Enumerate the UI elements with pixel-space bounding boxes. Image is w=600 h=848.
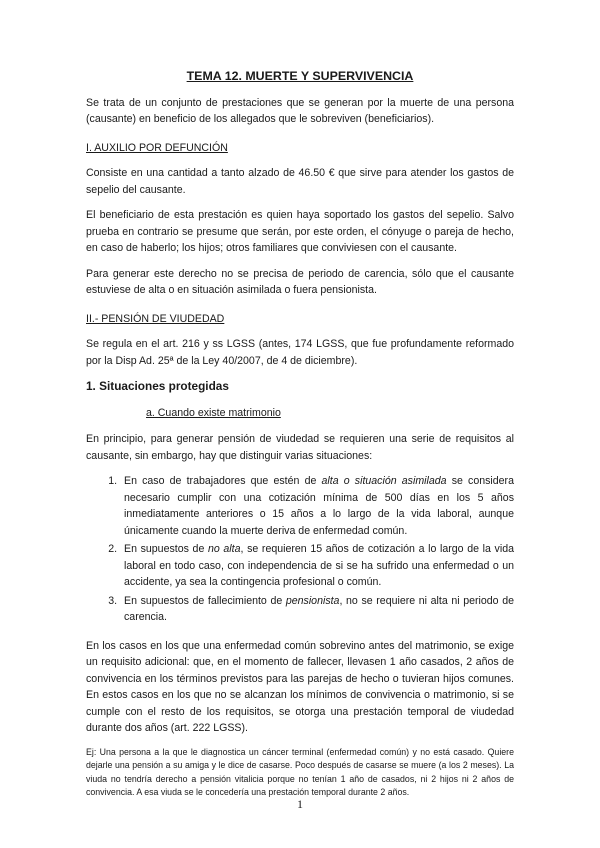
paragraph-auxilio-1: Consiste en una cantidad a tanto alzado de 46.50 € que sirve para atender los gastos de sepelio del causante. (86, 167, 514, 196)
intro-paragraph: Se trata de un conjunto de prestaciones que se generan por la muerte de una persona (causante) en beneficio de los allegados que le sobreviven (beneficiarios). (86, 96, 514, 125)
list-item: 3. En supuestos de fallecimiento de pensionista, no se requiere ni alta ni periodo de carencia. (120, 593, 514, 626)
section-heading-viudedad: II.- PENSIÓN DE VIUDEDAD (86, 312, 225, 325)
section-heading-auxilio: I. AUXILIO POR DEFUNCIÓN (86, 141, 228, 154)
situations-list (86, 473, 514, 626)
paragraph-auxilio-3: Para generar este derecho no se precisa de periodo de carencia, sólo que el causante estuviese de alta o en situación asimilada o fuera pensionista. (86, 267, 514, 296)
paragraph-viudedad-3: En los casos en los que una enfermedad común sobrevino antes del matrimonio, se exige un requisito adicional: que, en el momento de fallecer, llevasen 1 año casados, 2 años de convivencia en los términos previstos para las parejas de hecho o tuvieran hijos comunes. En estos casos en los que no se alcanzan los mínimos de convivencia o matrimonio, si se cumple con el resto de los requisitos, se otorga una prestación temporal de viudedad durante dos años (art. 222 LGSS). (86, 639, 514, 734)
example-note: Ej: Una persona a la que le diagnostica un cáncer terminal (enfermedad común) y no está casado. Quiere dejarle una pensión a su amiga y le dice de casarse. Poco después de casarse se muere (a los 2 meses). La viuda no tendría derecho a pensión vitalicia porque no tenían 1 año de casados, ni 2 hijos ni 2 años de convivencia. A esa viuda se le concedería una prestación temporal durante 2 años. (86, 746, 514, 797)
document-page (86, 68, 514, 800)
document-title: TEMA 12. MUERTE Y SUPERVIVENCIA (186, 69, 414, 83)
page-number: 1 (297, 797, 303, 811)
list-item: 2. En supuestos de no alta, se requieren 15 años de cotización a lo largo de la vida laboral en todo caso, con independencia de si se ha sufrido una enfermedad o un accidente, ya sea la contingencia profesional o común. (120, 541, 514, 591)
list-item: 1. En caso de trabajadores que estén de alta o situación asimilada se considera necesario cumplir con una cotización mínima de 500 días en los 5 años inmediatamente anteriores o 15 años a lo largo de la vida laboral, aunque únicamente cuando la muerte deriva de enfermedad común. (120, 473, 514, 539)
paragraph-viudedad-1: Se regula en el art. 216 y ss LGSS (antes, 174 LGSS, que fue profundamente reformado por la Disp Ad. 25ª de la Ley 40/2007, de 4 de diciembre). (86, 338, 514, 367)
subsubheading-matrimonio: a. Cuando existe matrimonio (146, 406, 281, 419)
subheading-situaciones: 1. Situaciones protegidas (86, 379, 229, 393)
paragraph-viudedad-2: En principio, para generar pensión de viudedad se requieren una serie de requisitos al causante, sin embargo, hay que distinguir varias situaciones: (86, 433, 514, 462)
paragraph-auxilio-2: El beneficiario de esta prestación es quien haya soportado los gastos del sepelio. Salvo prueba en contrario se presume que serán, por este orden, el cónyuge o pareja de hecho, en caso de haberlo; los hijos; otros familiares que conviviesen con el causante. (86, 209, 514, 254)
